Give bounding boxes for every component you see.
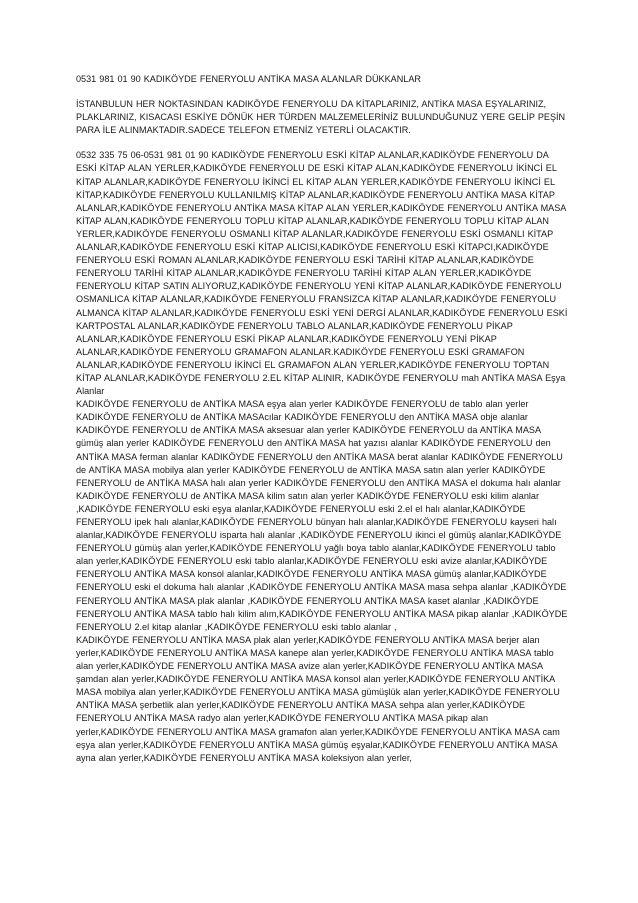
keywords-paragraph-furniture: KADIKÖYDE FENERYOLU ANTİKA MASA plak alan yerler,KADIKÖYDE FENERYOLU ANTİKA MASA berjer alan yerler,KADIKÖYDE FENERYOLU ANTİKA MASA kanepe alan yerler,KADIKÖYDE FENERYOLU ANTİKA MASA tablo alan yerler,KADIKÖYDE FENERYOLU ANTİKA MASA avize alan yerler,KADIKÖYDE FENERYOLU ANTİKA MASA şamdan alan yerler,KADIKÖYDE FENERYOLU ANTİKA MASA konsol alan yerler,KADIKÖYDE FENERYOLU ANTİKA MASA mobilya alan yerler,KADIKÖYDE FENERYOLU ANTİKA MASA gümüşlük alan yerler,KADIKÖYDE FENERYOLU ANTİKA MASA şerbetlik alan yerler,KADIKÖYDE FENERYOLU ANTİKA MASA sehpa alan yerler,KADIKÖYDE FENERYOLU ANTİKA MASA radyo alan yerler,KADIKÖYDE FENERYOLU ANTİKA MASA pikap alan yerler,KADIKÖYDE FENERYOLU ANTİKA MASA gramafon alan yerler,KADIKÖYDE FENERYOLU ANTİKA MASA cam eşya alan yerler,KADIKÖYDE FENERYOLU ANTİKA MASA gümüş eşyalar,KADIKÖYDE FENERYOLU ANTİKA MASA ayna alan yerler,KADIKÖYDE FENERYOLU ANTİKA MASA koleksiyon alan yerler, xyxy=(76,634,560,763)
keywords-paragraph-antiques: KADIKÖYDE FENERYOLU de ANTİKA MASA eşya alan yerler KADIKÖYDE FENERYOLU de tablo alan yerler KADIKÖYDE FENERYOLU de ANTİKA MASAcılar KADIKÖYDE FENERYOLU den ANTİKA MASA obje alanlar KADIKÖYDE FENERYOLU de ANTİKA MASA aksesuar alan yerler KADIKÖYDE FENERYOLU da ANTİKA MASA gümüş alan yerler KADIKÖYDE FENERYOLU den ANTİKA MASA hat yazısı alanlar KADIKÖYDE FENERYOLU den ANTİKA MASA ferman alanlar KADIKÖYDE FENERYOLU den ANTİKA MASA berat alanlar KADIKÖYDE FENERYOLU de ANTİKA MASA mobilya alan yerler KADIKÖYDE FENERYOLU de ANTİKA MASA satın alan yerler KADIKÖYDE FENERYOLU de ANTİKA MASA halı alan yerler KADIKÖYDE FENERYOLU den ANTİKA MASA el dokuma halı alanlar KADIKÖYDE FENERYOLU de ANTİKA MASA kilim satın alan yerler KADIKÖYDE FENERYOLU eski kilim alanlar ,KADIKÖYDE FENERYOLU eski eşya alanlar,KADIKÖYDE FENERYOLU eski 2.el el halı alanlar,KADIKÖYDE FENERYOLU ipek halı alanlar,KADIKÖYDE FENERYOLU bünyan halı alanlar,KADIKÖYDE FENERYOLU kayseri halı alanlar,KADIKÖYDE FENERYOLU isparta halı alanlar ,KADIKÖYDE FENERYOLU ikinci el gümüş alanlar,KADIKÖYDE FENERYOLU gümüş alan yerler,KADIKÖYDE FENERYOLU yağlı boya tablo alanlar,KADIKÖYDE FENERYOLU tablo alan yerler,KADIKÖYDE FENERYOLU eski tablo alanlar,KADIKÖYDE FENERYOLU eski avize alanlar,KADIKÖYDE FENERYOLU ANTİKA MASA konsol alanlar,KADIKÖYDE FENERYOLU ANTİKA MASA gümüş alanlar,KADIKÖYDE FENERYOLU eski el dokuma halı alanlar ,KADIKÖYDE FENERYOLU ANTİKA MASA masa sehpa alanlar ,KADIKÖYDE FENERYOLU ANTİKA MASA plak alanlar ,KADIKÖYDE FENERYOLU ANTİKA MASA kaset alanlar ,KADIKÖYDE FENERYOLU ANTİKA MASA tablo halı kilim alım,KADIKÖYDE FENERYOLU ANTİKA MASA pikap alanlar ,KADIKÖYDE FENERYOLU 2.el kitap alanlar ,KADIKÖYDE FENERYOLU eski tablo alanlar , xyxy=(76,399,568,632)
keywords-paragraph-books: 0532 335 75 06-0531 981 01 90 KADIKÖYDE FENERYOLU ESKİ KİTAP ALANLAR,KADIKÖYDE FENERYOLU DA ESKİ KİTAP ALAN YERLER,KADIKÖYDE FENERYOLU DE ESKİ KİTAP ALAN,KADIKÖYDE FENERYOLU İKİNCİ EL KİTAP ALANLAR,KADIKÖYDE FENERYOLU İKİNCİ EL KİTAP ALAN YERLER,KADIKÖYDE FENERYOLU İKİNCİ EL KİTAP,KADIKÖYDE FENERYOLU KULLANILMIŞ KİTAP ALANLAR,KADIKÖYDE FENERYOLU ANTİKA MASA KİTAP ALANLAR,KADIKÖYDE FENERYOLU ANTİKA MASA KİTAP ALAN YERLER,KADIKÖYDE FENERYOLU ANTİKA MASA KİTAP ALAN,KADIKÖYDE FENERYOLU TOPLU KİTAP ALANLAR,KADIKÖYDE FENERYOLU TOPLU KİTAP ALAN YERLER,KADIKÖYDE FENERYOLU OSMANLI KİTAP ALANLAR,KADIKÖYDE FENERYOLU ESKİ OSMANLI KİTAP ALANLAR,KADIKÖYDE FENERYOLU ESKİ KİTAP ALICISI,KADIKÖYDE FENERYOLU ESKİ KİTAPCI,KADIKÖYDE FENERYOLU ESKİ ROMAN ALANLAR,KADIKÖYDE FENERYOLU ESKİ TARİHİ KİTAP ALANLAR,KADIKÖYDE FENERYOLU TARİHİ KİTAP ALANLAR,KADIKÖYDE FENERYOLU TARİHİ KİTAP ALAN YERLER,KADIKÖYDE FENERYOLU KİTAP SATIN ALIYORUZ,KADIKÖYDE FENERYOLU YENİ KİTAP ALANLAR,KADIKÖYDE FENERYOLU OSMANLICA KİTAP ALANLAR,KADIKÖYDE FENERYOLU FRANSIZCA KİTAP ALANLAR,KADIKÖYDE FENERYOLU ALMANCA KİTAP ALANLAR,KADIKÖYDE FENERYOLU ESKİ YENİ DERGİ ALANLAR,KADIKÖYDE FENERYOLU ESKİ KARTPOSTAL ALANLAR,KADIKÖYDE FENERYOLU TABLO ALANLAR,KADIKÖYDE FENERYOLU PİKAP ALANLAR,KADIKÖYDE FENERYOLU ESKİ PİKAP ALANLAR,KADIKÖYDE FENERYOLU YENİ PİKAP ALANLAR,KADIKÖYDE FENERYOLU GRAMAFON ALANLAR.KADIKÖYDE FENERYOLU ESKİ GRAMAFON ALANLAR,KADIKÖYDE FENERYOLU İKİNCİ EL GRAMAFON ALAN YERLER,KADIKÖYDE FENERYOLU TOPTAN KİTAP ALANLAR,KADIKÖYDE FENERYOLU 2.EL KİTAP ALINIR, KADIKÖYDE FENERYOLU mah ANTİKA MASA Eşya Alanlar xyxy=(76,150,568,397)
heading-line: 0531 981 01 90 KADIKÖYDE FENERYOLU ANTİKA MASA ALANLAR DÜKKANLAR xyxy=(76,74,421,84)
intro-paragraph: İSTANBULUN HER NOKTASINDAN KADIKÖYDE FENERYOLU DA KİTAPLARINIZ, ANTİKA MASA EŞYALARINIZ, PLAKLARINIZ, KISACASI ESKİYE DÖNÜK HER TÜRDEN MALZEMELERİNİZ BULUNDUĞUNUZ YERE GELİP PEŞİN PARA İLE ALINMAKTADIR.SADECE TELEFON ETMENİZ YETERLİ OLACAKTIR. xyxy=(76,99,566,136)
